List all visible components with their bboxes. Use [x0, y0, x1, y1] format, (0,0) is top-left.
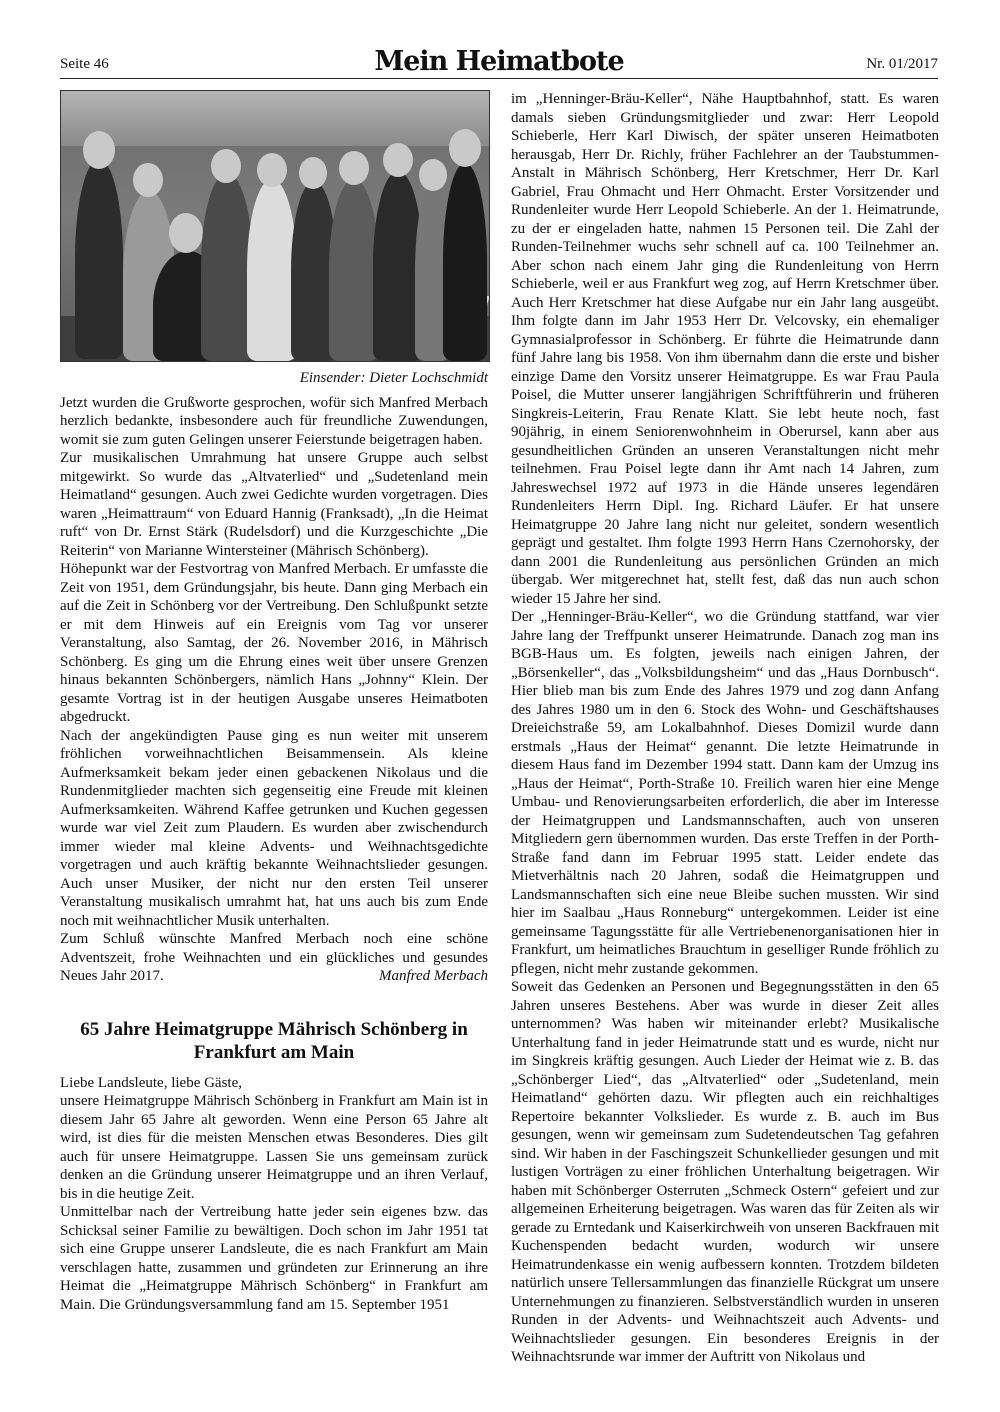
body-paragraph: im „Henninger-Bräu-Keller“, Nähe Hauptbahnhof, statt. Es waren damals sieben Gründungsmitglieder und zwar: Herr Leopold Schieberle, Herr Karl Diwisch, der später unseren Heimatboten herausgab, Herr Dr. Richly, früher Fachlehrer an der Taubstummen-Anstalt in Mährisch Schönberg, Herr Kretschmer, Herr Dr. Karl Gabriel, Frau Ohmacht und Herr Ohmacht. Erster Vorsitzender und Rundenleiter wurde Herr Leopold Schieberle. An der 1. Heimatrunde, zu der er eingeladen hatte, nahmen 15 Personen teil. Die Zahl der Runden-Teilnehmer wuchs sehr schnell auf ca. 100 Teilnehmer an. Aber schon nach einem Jahr ging die Rundenleitung von Herrn Schieberle, weil er aus Frankfurt weg zog, auf Herrn Kretschmer über. Auch Herr Kretschmer hat diese Aufgabe nur ein Jahr lang ausgeübt. Ihm folgte dann im Jahr 1953 Herr Dr. Velcovsky, ein ehemaliger Gymnasialprofessor in Schönberg. Er führte die Heimatrunde dann fünf Jahre lang bis 1958. Von ihm übernahm dann die erste und bisher einzige Dame den Vorsitz unserer Heimatgruppe. Es war Frau Paula Poisel, die Mutter unserer langjährigen Schriftführerin und früheren Singkreis-Leiterin, Frau Renate Klatt. Sie lebt heute noch, fast 90jährig, in einem Seniorenwohnheim in Oberursel, kann aber aus gesundheitlichen Gründen an unseren Veranstaltungen nicht mehr teilnehmen. Frau Poisel legte dann ihr Amt nach 14 Jahren, zum Jahreswechsel 1972 auf 1973 in die Hände unseres legendären Rundenleiters Herrn Dipl. Ing. Richard Läufer. Er hat unsere Heimatgruppe 20 Jahre lang nicht nur geleitet, sondern wesentlich geprägt und gestaltet. Ihm folgte 1993 Herrn Hans Czernohorsky, der dann 2001 die Rundenleitung aus persönlichen Gründen an mich übergab. Wer mitgerechnet hat, stellt fest, daß das nun auch schon wieder 15 Jahre her sind.: [511, 91, 939, 607]
photo-head: [339, 151, 369, 185]
photo-person: [443, 163, 487, 361]
photo-person: [247, 179, 297, 361]
author-signature: Manfred Merbach: [379, 968, 488, 984]
body-paragraph: Der „Henninger-Bräu-Keller“, wo die Gründung stattfand, war vier Jahre lang der Treffpunkt unserer Heimatrunde. Danach zog man ins BGB-Haus um. Es folgten, jeweils nach einigen Jahren, der „Börsenkeller“, das „Volksbildungsheim“ und das „Haus Dornbusch“. Hier blieb man bis zum Ende des Jahres 1979 und zog dann Anfang des Jahres 1980 um in den 6. Stock des Wohn- und Geschäftshauses Dreieichstraße 59, am Lokalbahnhof. Dieses Domizil wurde dann erstmals „Haus der Heimat“ genannt. Die letzte Heimatrunde in diesem Haus fand im Dezember 1994 statt. Dann kam der Umzug ins „Haus der Heimat“, Porth-Straße 10. Freilich waren hier eine Menge Umbau- und Renovierungsarbeiten erforderlich, die aber im Interesse der Heimatgruppen und Landsmannschaften, auch von unseren Mitgliedern gern übernommen wurden. Das erste Treffen in der Porth-Straße fand dann im Februar 1995 statt. Leider endete das Mietverhältnis nach 20 Jahren, sodaß die Heimatgruppen und Landsmannschaften sich eine neue Bleibe suchen mussten. Wir sind hier im Saalbau „Haus Ronneburg“ untergekommen. Leider ist eine gemeinsame Tagungsstätte für alle Vertriebenenorganisationen hier in Frankfurt, um heimatliches Brauchtum in geselliger Runde fröhlich zu pflegen, nicht mehr zustande gekommen.: [511, 609, 939, 977]
article-paragraph: unsere Heimatgruppe Mährisch Schönberg in Frankfurt am Main ist in diesem Jahr 65 Jahre alt geworden. Wenn eine Person 65 Jahre alt wird, ist dies für die meisten Menschen etwas Besonderes. Dies gilt auch für unsere Heimatgruppe. Lassen Sie uns gemeinsam zurück denken an die Gründung unserer Heimatgruppe und an ihren Verlauf, bis in die heutige Zeit.: [60, 1093, 488, 1202]
photo-head: [169, 213, 203, 253]
article-title: 65 Jahre Heimatgruppe Mährisch Schönberg in Frankfurt am Main: [80, 1018, 468, 1063]
photo-caption: Einsender: Dieter Lochschmidt: [299, 370, 488, 386]
page-header: [60, 46, 938, 80]
body-paragraph: Zur musikalischen Umrahmung hat unsere Gruppe auch selbst mitgewirkt. So wurde das „Altvaterlied“ und „Sudetenland mein Heimatland“ gesungen. Auch zwei Gedichte wurden vorgetragen. Dies waren „Heimattraum“ von Eduard Hannig (Franksadt), „In die Heimat ruft“ von Dr. Ernst Stärk (Rudelsdorf) und die Kurzgeschichte „Die Reiterin“ von Marianne Wintersteiner (Mährisch Schönberg).: [60, 450, 488, 559]
masthead-logo: Mein Heimatbote: [374, 46, 624, 77]
article-paragraph: Unmittelbar nach der Vertreibung hatte jeder sein eigenes bzw. das Schicksal seiner Familie zu bewältigen. Doch schon im Jahr 1951 tat sich eine Gruppe unserer Landsleute, die es nach Frankfurt am Main verschlagen hatte, zusammen und gründeten zur Erinnerung an ihre Heimat die „Heimatgruppe Mährisch Schönberg“ in Frankfurt am Main. Die Gründungsversammlung fand am 15. September 1951: [60, 1204, 488, 1313]
issue-number: Nr. 01/2017: [866, 56, 938, 72]
photo-head: [83, 131, 115, 169]
photo-head: [449, 129, 481, 167]
photo-person: [329, 179, 379, 361]
right-column: [511, 90, 939, 1367]
left-column: [60, 90, 488, 1314]
header-rule: [60, 78, 938, 79]
article-paragraph: Liebe Landsleute, liebe Gäste,: [60, 1074, 243, 1091]
body-paragraph: Höhepunkt war der Festvortrag von Manfred Merbach. Er umfasste die Zeit von 1951, dem Gründungsjahr, bis heute. Dann ging Merbach ein auf die Zeit in Schönberg vor der Vertreibung. Den Schlußpunkt setzte er mit dem Hinweis auf ein Ereignis vom Tag vor unserer Veranstaltung, also Samtag, der 26. November 2016, in Mährisch Schönberg. Es ging um die Ehrung eines weit über unsere Grenzen hinaus bekannten Schönbergers, nämlich Hans „Johnny“ Klein. Der gesamte Vortrag ist in der heutigen Ausgabe unseres Heimatboten abgedruckt.: [60, 561, 488, 725]
photo-head: [419, 159, 447, 191]
photo-head: [257, 153, 287, 187]
photo-head: [383, 143, 413, 177]
page-number: Seite 46: [60, 56, 109, 72]
group-photo: [60, 90, 490, 362]
body-paragraph: Nach der angekündigten Pause ging es nun weiter mit unserem fröhlichen vorweihnachtlichen Beisammensein. Als kleine Aufmerksamkeit bekam jeder einen gebackenen Nikolaus und die Rundenmitglieder machten sich gegenseitig eine Freude mit kleinen Aufmerksamkeiten. Während Kaffee getrunken und Kuchen gegessen wurde war viel Zeit zum Plaudern. Es wurden aber zwischendurch immer wieder mal kleine Advents- und Weihnachtsgedichte vorgetragen und auch kräftig bekannte Weihnachtslieder gesungen. Auch unser Musiker, der nicht nur den ersten Teil unserer Veranstaltung musikalisch umrahmt hat, hat uns auch bis zum Ende noch mit weihnachtlicher Musik unterhalten.: [60, 727, 488, 929]
photo-ceiling: [61, 91, 489, 146]
body-paragraph: Soweit das Gedenken an Personen und Begegnungsstätten in den 65 Jahren unseres Bestehens. Aber was wurde in dieser Zeit alles unternommen? Was haben wir miteinander erlebt? Musikalische Unterhaltung fand in jeder Heimatrunde statt und es wurde, nicht nur im Singkreis kräftig gesungen. Auch Lieder der Heimat wie z. B. das „Schönberger Lied“, das „Altvaterlied“ oder „Sudetenland, mein Heimatland“ gehörten dazu. Wir pflegten auch ein reichhaltiges Repertoire bekannter Volkslieder. Es wurde z. B. auch im Bus gesungen, wenn wir gemeinsam zum Sudetendeutschen Tag gefahren sind. Wir haben in der Faschingszeit Schunkellieder gesungen und mit lustigen Vorträgen zu einer fröhlichen Unterhaltung beigetragen. Wir haben mit Schönberger Osterruten „Schmeck Ostern“ gefeiert und zur allgemeinen Erheiterung beigetragen. Was waren das für Zeiten als wir gerade zu Erntedank und Kaiserkirchweih von unseren Backfrauen mit Kuchenspenden bedacht wurden, wodurch wir unsere Heimatrundenkasse ein wenig aufbessern konnten. Trotzdem bildeten natürlich unsere Tellersammlungen das finanzielle Rückgrat um unsere Unternehmungen zu finanzieren. Selbstverständlich wurden in unseren Runden in der Advents- und Weihnachtszeit auch Advents- und Weihnachtslieder gesungen. Ein besonderes Ereignis in der Weihnachtsrunde war immer der Auftritt von Nikolaus und: [511, 979, 939, 1365]
body-paragraph: Jetzt wurden die Grußworte gesprochen, wofür sich Manfred Merbach herzlich bedankte, insbesondere auch für freundliche Zuwendungen, womit sie zum guten Gelingen unserer Feierstunde beigetragen haben.: [60, 394, 488, 448]
photo-head: [211, 149, 241, 183]
closing-text: Zum Schluß wünschte Manfred Merbach noch eine schöne Adventszeit, frohe Weihnachten und ein glückliches und gesundes Neues Jahr 2017.: [60, 931, 488, 984]
photo-person: [75, 159, 123, 359]
photo-head: [133, 163, 163, 197]
photo-person: [201, 173, 253, 361]
body-paragraph: [60, 930, 488, 986]
photo-head: [299, 157, 327, 189]
